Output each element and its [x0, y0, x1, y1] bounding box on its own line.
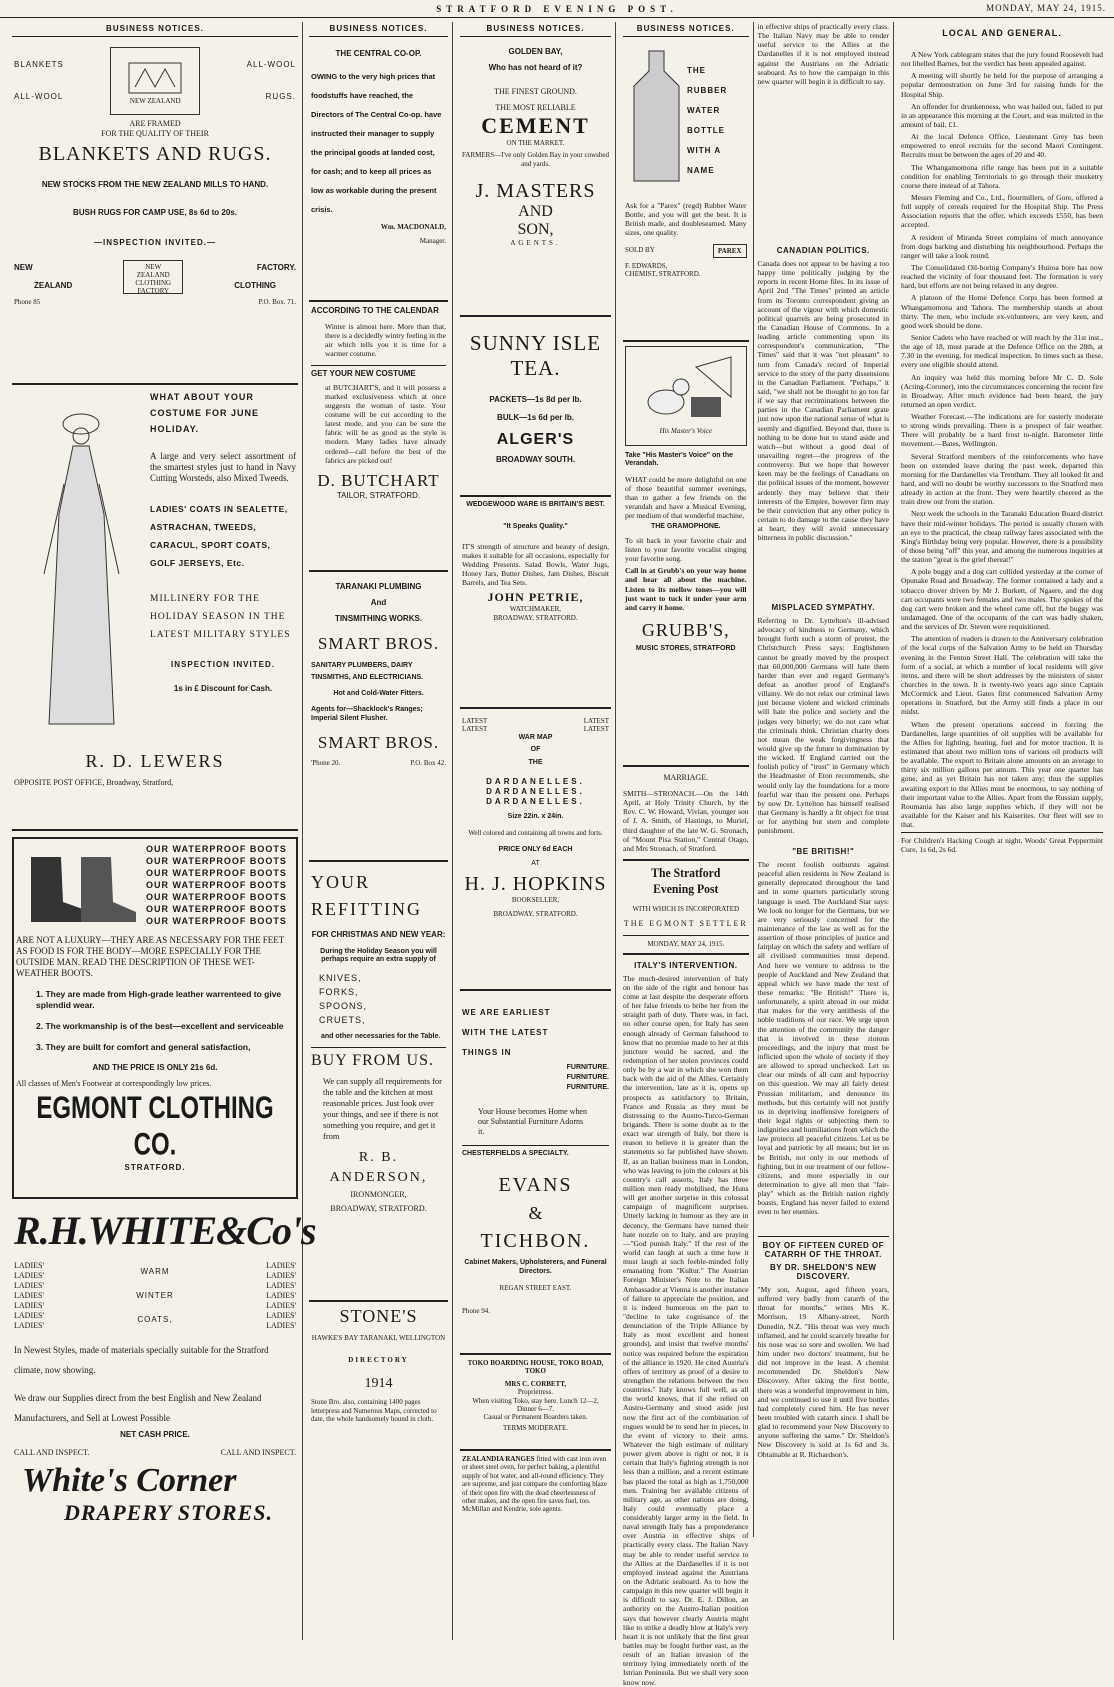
local-news-item: Senior Cadets who have reached or will reach by the 31st inst., the age of 18, must parade at the Defence Office on the 28th, at 7.30 in the evening, for medical inspection. In times such as these, every one eligible should attend. — [901, 332, 1103, 370]
dardanelles-2: DARDANELLES. — [486, 786, 585, 796]
egmont-town: STRATFORD. — [124, 1163, 186, 1172]
lewers-ad — [12, 385, 298, 831]
water-fitters: Hot and Cold-Water Fitters. — [333, 690, 424, 697]
grubbs-ad — [623, 342, 749, 767]
anderson-addr: BROADWAY, STRATFORD. — [330, 1204, 427, 1214]
masters-name: J. MASTERS — [475, 180, 596, 203]
boots-line-1: OUR WATERPROOF BOOTS — [146, 844, 287, 854]
ladies-right-5: LADIES' — [266, 1301, 296, 1310]
cement-word: CEMENT — [481, 113, 590, 138]
refitting-text: REFITTING — [311, 899, 422, 919]
anderson-role: IRONMONGER, — [350, 1190, 407, 1200]
marriage-notice — [623, 773, 749, 853]
hopkins-role: BOOKSELLER, — [511, 895, 560, 904]
christmas-text: FOR CHRISTMAS AND NEW YEAR: — [311, 930, 446, 939]
evans-phone: Phone 94. — [462, 1306, 490, 1315]
smart-bros-name: SMART BROS. — [317, 634, 440, 653]
grubb-body: WHAT could be more delightful on one of those beautiful summer evenings, than to gather a few friends on the verandah and have a Musical Evening, per medium of that wonderful machine, — [625, 474, 747, 521]
evans-name: EVANS — [498, 1174, 573, 1197]
ranges-body: fitted with cast iron oven or sheet steel oven, for perfect baking, a plentiful supply of hot water, and all-round efficiency. They are supreme, and just compare the comforting blaze of their open fire with the dead cheerlessness of other makes, and the open fire saves fuel, too. McMillan and Kendrie, sole agents. — [462, 1455, 607, 1514]
boots-line-6: OUR WATERPROOF BOOTS — [146, 904, 287, 914]
map-price: PRICE ONLY 6d EACH — [498, 845, 573, 853]
business-notices-header-3: BUSINESS NOTICES. — [460, 22, 611, 37]
chesterfields-text: CHESTERFIELDS A SPECIALTY. — [462, 1145, 609, 1158]
factory-label: FACTORY. — [256, 263, 296, 272]
stones-directory-ad — [309, 1302, 448, 1512]
latest-right-2: LATEST — [583, 725, 609, 734]
hopkins-ad — [460, 709, 611, 991]
supplies-text: We draw our Supplies direct from the best English and New Zealand Manufacturers, and Sell at Lowest Possible — [14, 1393, 262, 1423]
egmont-boots-ad — [12, 837, 298, 1199]
tea-bulk: BULK—1s 6d per lb. — [497, 413, 574, 422]
nz-logo-image — [110, 47, 200, 115]
local-news-item: The Consolidated Oil-boring Company's Huiroa bore has now reached the vicinity of four thousand feet. The formation is very hard, but efforts are not being relaxed in any degree. — [901, 262, 1103, 291]
calendar-title: ACCORDING TO THE CALENDAR — [311, 306, 439, 315]
ladies-left-6: LADIES' — [14, 1311, 44, 1320]
net-cash-text: NET CASH PRICE. — [120, 1430, 190, 1439]
smart-phone: 'Phone 20. — [311, 759, 341, 768]
earliest-text: WE ARE EARLIEST — [462, 1008, 551, 1017]
local-news-item: Messrs Fleming and Co., Ltd., flourmillers, of Gore, offered a full supply of cereals required for the Hospital Ship. The Press Association reports that the offer, which exceeds £550, has been accepted. — [901, 192, 1103, 230]
what-about-text: WHAT ABOUT YOUR — [150, 392, 254, 402]
smart-box: P.O. Box 42. — [410, 759, 446, 768]
evans-addr: REGAN STREET EAST. — [499, 1284, 572, 1293]
latest-right: LATEST — [583, 717, 609, 725]
plumbing-title: TARANAKI PLUMBING — [335, 582, 422, 591]
blankets-label: BLANKETS — [14, 60, 64, 69]
rugs-label: RUGS. — [265, 92, 296, 101]
boots-line-4: OUR WATERPROOF BOOTS — [146, 880, 287, 890]
lewers-inspection-text: INSPECTION INVITED. — [171, 659, 275, 669]
business-notices-header: BUSINESS NOTICES. — [12, 22, 298, 37]
coop-role: Manager. — [419, 237, 446, 246]
item-knives: KNIVES, — [319, 972, 362, 983]
boots-point-3: 3. They are built for comfort and general satisfaction, — [36, 1042, 251, 1052]
column-4 — [619, 22, 894, 1687]
ladies-left-1: LADIES' — [14, 1261, 44, 1270]
new-stocks-text: NEW STOCKS FROM THE NEW ZEALAND MILLS TO HAND. — [41, 180, 269, 189]
discount-text: 1s in £ Discount for Cash. — [173, 683, 273, 693]
tichbon-name: TICHBON. — [480, 1230, 591, 1253]
clothing-factory-logo: NEW ZEALAND CLOTHING FACTORY — [123, 260, 183, 294]
lewers-name: R. D. LEWERS — [85, 751, 225, 771]
bottle-w4: BOTTLE — [687, 126, 725, 135]
central-coop-ad — [309, 37, 448, 302]
business-notices-header-4: BUSINESS NOTICES. — [623, 22, 749, 37]
gramophone-dog-icon — [636, 357, 736, 427]
dardanelles-1: DARDANELLES. — [486, 776, 585, 786]
warm-label: WARM — [140, 1267, 170, 1276]
costume-title: GET YOUR NEW COSTUME — [311, 365, 446, 379]
item-forks: FORKS, — [319, 986, 359, 997]
canadian-title: CANADIAN POLITICS. — [776, 246, 870, 255]
toko-title: TOKO BOARDING HOUSE, TOKO ROAD, TOKO — [467, 1359, 604, 1376]
local-news-item: A platoon of the Home Defence Corps has been formed at Whangamomona and Tahora. The membership stands at about thirty. The men, who include ex-volunteers, are very keen, and good work should be done. — [901, 293, 1103, 330]
ladies-left-5: LADIES' — [14, 1301, 44, 1310]
boots-price: AND THE PRICE IS ONLY 21s 6d. — [92, 1063, 218, 1072]
during-text: During the Holiday Season you will perhaps require an extra supply of — [320, 948, 437, 964]
tinsmithing-title: TINSMITHING WORKS. — [334, 614, 423, 623]
local-news-item: The Whangamomona rifle range has been put in a suitable condition for enabling Territorials to go through their musketry course there instead of at Tahora. — [901, 162, 1103, 190]
sunny-isle: SUNNY ISLE — [469, 331, 602, 355]
local-news-item: A pole buggy and a dog cart collided yesterday at the corner of Opunake Road and Broadway. The former contained a lady and a tobacco drover driven by Mr J. Burkett, of Ngaere, and the dog cart occupants were two females and two males. The spokes of the dog cart were broken and the wheel came off, but the buggy was undamaged. One of the occupants of the cart was badly shaken, and the services of Dr. Steven were requisitioned. — [901, 567, 1103, 632]
other-necessaries: and other necessaries for the Table. — [321, 1032, 441, 1040]
tea-packets: PACKETS—1s 8d per lb. — [489, 395, 582, 404]
whites-corner-logo: White's Corner — [22, 1462, 237, 1499]
italy-title: ITALY'S INTERVENTION. — [634, 960, 738, 970]
italy-continued: in effective ships of practically every class. The Italian Navy may be able to render useful service to the Allies at the Dardanelles if it is not employed instead against the Austrians on the Adriatic seaboard. As to how the campaign in this new quarter will begin it is difficult to say. — [757, 22, 889, 86]
lewers-body: A large and very select assortment of the smartest styles just to hand in Navy Cutting Worsteds, also Mixed Tweeds. — [150, 451, 296, 483]
agents-text: Agents for—Shacklock's Ranges; Imperial Silent Flusher. — [311, 706, 423, 722]
golden-bay-title: GOLDEN BAY, — [508, 47, 563, 56]
holiday-text: HOLIDAY. — [150, 424, 200, 434]
local-news-item: A meeting will shortly be held for the purpose of arranging a popular demonstration on June 3rd for raising funds for the Hospital Ship. — [901, 71, 1103, 99]
ladies-right-3: LADIES' — [266, 1281, 296, 1290]
costume-june-text: COSTUME FOR JUNE — [150, 408, 260, 418]
coop-signature: Wm. MACDONALD, — [380, 223, 446, 231]
masters-cement-ad — [460, 37, 611, 317]
drapery-stores-logo: DRAPERY STORES. — [64, 1500, 273, 1525]
local-news-item: Weather Forecast.—The indications are for easterly moderate to strong winds prevailing. There is a prospect of fair weather. There will probably be a hard frost to-night. Barometer little movement.—Bates, Wellington. — [901, 412, 1103, 449]
parex-bottle-ad — [623, 37, 749, 342]
tea-word: TEA. — [510, 356, 561, 380]
anderson-initials: R. B. — [358, 1150, 399, 1166]
take-hmv: Take "His Master's Voice" on the Verandah. — [625, 452, 734, 468]
bush-rugs-text: BUSH RUGS FOR CAMP USE, 8s 6d to 20s. — [73, 208, 237, 217]
local-news-item: Next week the schools in the Taranaki Education Board district have their mid-winter holidays. The period is usually chosen with an eye to the practical, the cheap railway fares associated with the King's Birthday being very popular. However, there is a possibility of those being "off" this year, and among the numerous inquiries at the station "great is the grief thereat!" — [901, 509, 1103, 565]
speaks-quality: "It Speaks Quality." — [503, 523, 568, 531]
masters-and: AND — [518, 203, 553, 221]
coop-title: THE CENTRAL CO-OP. — [335, 49, 422, 58]
latest-left: LATEST — [462, 717, 488, 725]
toko-name: MRS C. CORBETT, — [504, 1379, 567, 1388]
column-2 — [305, 22, 453, 1640]
bottle-w3: WATER — [687, 106, 721, 115]
item-cruets: CRUETS, — [319, 1014, 366, 1025]
all-wool-right-label: ALL-WOOL — [246, 60, 296, 69]
item-spoons: SPOONS, — [319, 1000, 368, 1011]
catarrh-sub: BY DR. SHELDON'S NEW DISCOVERY. — [770, 1263, 877, 1281]
grubbs-name: GRUBB'S, — [641, 620, 730, 640]
toko-when: When visiting Toko, stay here. Lunch 12—2, Dinner 6—7. — [472, 1396, 599, 1413]
ladies-left-2: LADIES' — [14, 1271, 44, 1280]
petrie-body: IT'S strength of structure and beauty of design, makes it suitable for all occasions, especially for Wedding Presents. Salad Bowls, Water Jugs, Honey Jars, Butter Dishes, Jam Dishes, Biscuit Barrels, and Tea Sets. — [462, 541, 609, 588]
marriage-title: MARRIAGE. — [663, 773, 709, 782]
parex-body: Ask for a "Parex" (regd) Rubber Water Bottle, and you will get the best. It is British made, and doubleseamed. Many sizes, one quality. — [625, 201, 747, 238]
coats-label: COATS, — [137, 1315, 173, 1324]
home-text: Your House becomes Home when our Substantial Furniture Adorns it. — [478, 1107, 587, 1136]
rh-white-logo: R.H.WHITE&Co's — [14, 1208, 316, 1253]
ladies-coats-text: LADIES' COATS IN SEALETTE, ASTRACHAN, TWEEDS, CARACUL, SPORT COATS, GOLF JERSEYS, Etc. — [150, 503, 288, 568]
butchart-name: D. BUTCHART — [317, 470, 440, 490]
stones-title: STONE'S — [339, 1306, 418, 1326]
boot-icon — [21, 847, 141, 927]
bottle-w6: NAME — [687, 166, 715, 175]
edwards-name: F. EDWARDS, — [625, 261, 668, 270]
local-news-item: When the present operations succeed in forcing the Dardanelles, large quantities of oil supplies will be available for the Allies for lighting, heating, fuel and for motor traction. It is estimated that about two million tons of various oil products will be available. The export to Britain alone amounts on an average to thirty six million gallons per annum. This year one quarter has gone, and as yet Britain has not taken any; thus the supplies awaiting export to the Allies must be enormous, to say nothing of their important value to the Allies. Apart from the Russian supply, Roumania has also large supplies which, if they will not be available for the Kaiser and his Kaiserites. Our fleet will see to that. — [901, 719, 1103, 830]
ladies-right-2: LADIES' — [266, 1271, 296, 1280]
smart-bros-name-2: SMART BROS. — [317, 733, 440, 753]
egmont-clothing-name: EGMONT CLOTHING CO. — [36, 1090, 274, 1163]
british-body: The recent foolish outbursts against peaceful alien residents in New Zealand is generally deprecated throughout the land and in some quarters particularly strong language is used. The Auckland Star says: We look no longer for the Germans, but we are very seriously concerned for the maintenance of the law as well as for the assertion of those principles of justice and fairplay on which the safety and welfare of all civilised communities must depend. And here we venture to address to the people of Auckland and New Zealand that appeal which we have made the text of these remarks: "Be British!" There is, unfortunately, a spirit abroad in our midst that makes for the very antithesis of the noble traditions of our race. We urge upon the attention of the community the danger that is involved in these riotous proceedings, and the injury that must be inflicted upon the whole of society if they are allowed to spread unchecked. Let us clear our minds of all cant and hypocrisy on this question. We may all fairly detest Prussian militarism, and denounce its methods, but this certainly will not justify us in depriving inoffensive foreigners of their legal rights or subjecting them to indignities and humiliations from which the law protects all peaceful citizens. Let us be loyal and patriotic by all means; but let us be British, not only in our methods of fighting, but in our treatment of our fellow-citizens, and more especially in our determination to give all men that "fair-play" which as the British nation rightly boasts, England has never failed to extend even to her enemies. — [757, 860, 889, 1217]
evans-tichbon-ad — [460, 991, 611, 1355]
your-text: YOUR — [311, 872, 371, 892]
petrie-addr: BROADWAY, STRATFORD. — [493, 613, 578, 622]
catarrh-title: BOY OF FIFTEEN CURED OF CATARRH OF THE THROAT. — [758, 1236, 889, 1259]
nz-logo-icon — [125, 57, 185, 97]
rh-white-ad — [12, 1199, 316, 1599]
map-at: AT — [531, 860, 540, 868]
ranges-title: ZEALANDIA RANGES — [462, 1455, 535, 1463]
hmv-caption: His Master's Voice — [659, 426, 712, 435]
algers-name: ALGER'S — [496, 431, 575, 448]
costume-body: at BUTCHART'S, and it will possess a marked exclusiveness which at once suggests the woman of taste. Your costume will be cut according to the latest mode, and you can be sure the fabric will be as good as the style is modern. Many ladies have already ordered—call before the best of the fabrics are picked out! — [325, 382, 446, 465]
masters-son: SON, — [517, 221, 554, 239]
local-news-item: A New York cablegram states that the jury found Roosevelt had not libelled Barnes, but the verdict has been appealed against. — [901, 50, 1103, 69]
newest-styles-text: In Newest Styles, made of materials specially suitable for the Stratford climate, now showing. — [14, 1345, 269, 1375]
boots-line-7: OUR WATERPROOF BOOTS — [146, 916, 287, 926]
business-notices-header-2: BUSINESS NOTICES. — [309, 22, 448, 37]
ladies-right-1: LADIES' — [266, 1261, 296, 1270]
bottle-w2: RUBBER — [687, 86, 728, 95]
most-reliable: THE MOST RELIABLE — [495, 103, 576, 112]
hopkins-addr: BROADWAY, STRATFORD. — [493, 909, 578, 918]
stones-body: Stone Bro. also, containing 1400 pages letterpress and Numerous Maps, corrected to date, the whole handsomely bound in cloth. — [311, 1398, 437, 1424]
canadian-body: Canada does not appear to be having a too happy time politically judging by the reports in recent Home files. In its issue of April 2nd "The Times" printed an article from its Toronto correspondent giving an account of the vigour with which domestic political quarrels are being prosecuted in the Canadian House of Commons. In a leading article commenting upon its correspondent's communication, "The Times" said that it was "not pleasant" to turn from Canada's record of Imperial service to the story of the party dissensions in the Canadian Parliament. "Perhaps," it said, "we shall not be thought to go too far if we say that recriminations between the parties in the Canadian Parliament grate just now upon the national sense of what is seemly and dignified. Beyond that, there is nothing to be done but to stand aside and watch—but without a good deal of unavailing regret—the progress of the controversy. But we hope that however keen may be the feelings of Canadians on the political issues of the moment, however ardently they may believe that their interests of the Empire, however firm may be their conviction that any other policy is certain to do damage to the cause they have at heart, they will avoid unnecessary bitterness in public discussion." — [757, 259, 889, 543]
phone-number: Phone 85 — [14, 298, 41, 306]
petrie-role: WATCHMAKER, — [509, 605, 562, 614]
column-1 — [8, 22, 316, 1640]
toko-terms: TERMS MODERATE. — [503, 1423, 568, 1432]
furniture-1: FURNITURE. — [566, 1064, 609, 1071]
edwards-addr: CHEMIST, STRATFORD. — [625, 269, 701, 278]
ladies-right-7: LADIES' — [266, 1321, 296, 1330]
zealandia-ranges-ad — [460, 1451, 611, 1518]
boots-point-1: 1. They are made from High-grade leather warrenteed to give splendid wear. — [36, 989, 282, 1010]
nz-logo-text: NEW ZEALAND — [129, 96, 181, 105]
on-market: ON THE MARKET. — [506, 139, 565, 147]
framed-text: ARE FRAMED — [129, 119, 181, 128]
marriage-body: SMITH—STRONACH.—On the 14th April, at Holy Trinity Church, by the Rev. C. W. Howard, Vivian, younger son of J. A. Smith, of Hastings, to Muriel, third daughter of the late W. G. Stronach, of "Mount Pisa Station," Central Otago, and Mrs Stronach, of Stratford. — [623, 789, 749, 853]
ladies-left-4: LADIES' — [14, 1291, 44, 1300]
paper-settler: THE EGMONT SETTLER — [623, 919, 748, 929]
ladies-left-3: LADIES' — [14, 1281, 44, 1290]
sold-by: SOLD BY — [625, 246, 655, 255]
lewers-address: OPPOSITE POST OFFICE, Broadway, Stratford, — [14, 778, 174, 787]
local-news-item: An offender for drunkenness, who was bailed out, failed to put in an appearance this morning at the Court, and was mulcted in the amount of bail, £1. — [901, 101, 1103, 129]
butchart-role: TAILOR, STRATFORD. — [336, 490, 421, 500]
zealand-label: ZEALAND — [34, 281, 73, 290]
farmers-text: FARMERS—I've only Golden Bay in your cowshed and yards. — [462, 151, 609, 168]
column-3 — [456, 22, 616, 1640]
all-wool-label: ALL-WOOL — [14, 92, 64, 101]
lady-figure-icon — [19, 394, 139, 734]
call-inspect-left: CALL AND INSPECT. — [14, 1448, 90, 1457]
map-of: OF — [530, 746, 541, 754]
ladies-right-4: LADIES' — [266, 1291, 296, 1300]
stones-sub: HAWKE'S BAY TARANAKI, WELLINGTON — [311, 1334, 446, 1342]
paper-masthead — [623, 859, 749, 955]
boots-line-5: OUR WATERPROOF BOOTS — [146, 892, 287, 902]
butchart-ad — [309, 302, 448, 572]
stones-directory: DIRECTORY — [348, 1356, 409, 1364]
ladies-left-7: LADIES' — [14, 1321, 44, 1330]
local-news-item: An inquiry was held this morning before Mr C. D. Sole (Acting-Coroner), into the circumstances concerning the recent fire in Broadway. After much evidence had been heard, the jury returned an open verdict. — [901, 372, 1103, 409]
costume-lady-illustration — [14, 389, 144, 739]
po-box: P.O. Box. 71. — [258, 298, 296, 306]
stones-year: 1914 — [364, 1376, 393, 1392]
cough-ad: For Children's Hacking Cough at night, Woods' Great Peppermint Cure, 1s 6d, 2s 6d. — [901, 836, 1103, 855]
new-label: NEW — [14, 263, 33, 272]
toko-casual: Casual or Permanent Boarders taken. — [483, 1413, 588, 1422]
bottle-w5: WITH A — [687, 146, 722, 155]
dardanelles-3: DARDANELLES. — [486, 796, 585, 806]
smart-bros-ad — [309, 572, 448, 862]
evans-ampersand: & — [528, 1203, 543, 1224]
gramophone-title: THE GRAMOPHONE. — [650, 523, 721, 531]
algers-addr: BROADWAY SOUTH. — [495, 455, 576, 464]
grubb-sit: To sit back in your favorite chair and listen to your favorite vocalist singing your favorite song. — [625, 535, 747, 564]
masthead — [0, 0, 1114, 18]
bottle-w1: THE — [687, 66, 706, 75]
local-news-list — [901, 50, 1103, 829]
paper-date: MONDAY, MAY 24, 1915. — [623, 935, 749, 948]
quality-text: FOR THE QUALITY OF THEIR — [101, 129, 209, 138]
not-luxury-text: ARE NOT A LUXURY—THEY ARE AS NECESSARY FOR THE FEET AS FOOD IS FOR THE BODY—MORE ESPECIALLY FOR THE OUTSIDE MAN. READ THE DESCRIPTION OF THESE WET-WEATHER BOOTS. — [16, 935, 285, 978]
evans-role: Cabinet Makers, Upholsterers, and Funeral Directors. — [464, 1259, 607, 1275]
buy-from-us: BUY FROM US. — [311, 1047, 446, 1070]
well-colored: Well colored and containing all towns and forts. — [468, 829, 603, 838]
sympathy-title: MISPLACED SYMPATHY. — [771, 603, 875, 612]
boots-point-2: 2. The workmanship is of the best—excellent and serviceable — [36, 1021, 284, 1031]
boots-illustration — [16, 843, 146, 931]
call-inspect-right: CALL AND INSPECT. — [220, 1448, 296, 1457]
water-bottle-illustration — [625, 41, 687, 191]
toko-role: Proprietress. — [517, 1388, 554, 1397]
column-5 — [897, 22, 1107, 1640]
things-in-text: THINGS IN — [462, 1048, 512, 1057]
millinery-text: MILLINERY FOR THE HOLIDAY SEASON IN THE LATEST MILITARY STYLES — [150, 593, 291, 640]
boots-line-2: OUR WATERPROOF BOOTS — [146, 856, 287, 866]
winter-label: WINTER — [136, 1291, 174, 1300]
british-title: "BE BRITISH!" — [792, 847, 855, 856]
masters-agents: AGENTS. — [510, 239, 561, 248]
petrie-name: JOHN PETRIE, — [487, 590, 584, 605]
map-the: THE — [528, 758, 543, 766]
paper-incorp: WITH WHICH IS INCORPORATED — [632, 904, 740, 913]
local-news-item: A resident of Miranda Street complains of much annoyance from dogs barking and disturbing his neighbourhood. Perhaps the ranger will take a look round. — [901, 232, 1103, 260]
calendar-body: Winter is almost here. More than that, there is a decidedly wintry feeling in the air which tells you it is time for a warmer costume. — [325, 322, 446, 359]
war-map: WAR MAP — [518, 733, 553, 741]
grubbs-role: MUSIC STORES, STRATFORD — [635, 645, 736, 652]
algers-tea-ad — [460, 317, 611, 497]
local-news-item: The attention of readers is drawn to the Anniversary celebration of the local corps of the Salvation Army to be held on Thursday evening in the Fenton Street Hall. The celebration will take the form of a social, at which a number of local residents will give items, and there will be short addresses by the ministers of sister churches in the town. It is twenty-two years ago since Captain McCormick and Lieut. Gates first commenced Salvation Army operations in Stratford, but the Army still finds a place in our midst. — [901, 634, 1103, 717]
anderson-name: ANDERSON, — [329, 1170, 428, 1186]
latest-text: WITH THE LATEST — [462, 1028, 549, 1037]
anderson-ad — [309, 862, 448, 1302]
inspection-invited-text: —INSPECTION INVITED.— — [94, 238, 216, 247]
toko-boarding-ad — [460, 1355, 611, 1451]
furniture-2: FURNITURE. — [566, 1074, 609, 1081]
sympathy-body: Referring to Dr. Lyttelton's ill-advised advocacy of kindness to Germany, which brought forth such a storm of protest, the Christchurch Press says: Englishmen cannot be greatly moved by the prospect that 60,000,000 Germans will hate them harder than ever and regard Germany's defeat as another proof of England's villainy. We do not relax our criminal laws just because violent and wicked criminals will hate the police and society and the judges very bitterly; we do not care what the criminals think. Christian charity does not mean the weak forgivingness that would give up the future to domination by the wicked. If England carried out the foolish policy of "trust" in Germany which the Headmaster of Eton recommends, she would only lay the foundations for a more fearful war than the present one. Perhaps by now Dr. Lyttelton has himself realised that Germany is hardly a fit object for trust or for anything but stern and complete punishment. — [757, 616, 889, 836]
all-classes-text: All classes of Men's Footwear at correspondingly low prices. — [16, 1079, 212, 1088]
masthead-title: STRATFORD EVENING POST. — [436, 4, 678, 14]
clothing-label: CLOTHING — [234, 281, 276, 290]
furniture-3: FURNITURE. — [566, 1084, 609, 1091]
wedgewood-head: WEDGEWOOD WARE IS BRITAIN'S BEST. — [466, 501, 605, 508]
italy-body: The much-desired intervention of Italy on the side of the right and honour has come at last despite the desperate efforts of her false friends to bribe her from the straight path of duty. There was, in fact, no other course open, for Italy has seen enough already of German falsehood to know that no promise made to her at this juncture would be sacred, and the redemption of her stolen provinces could only be by a war in which she won them back with the aid of the Allies. Certainly the intervention, late as it is, opens up prospects as satisfactory to Britain, France and Russia as they must be distressing to the Austro-Turco-German brigands. There is some doubt as to the exact war strength of Italy, but there is reason to believe it is greater than the statements so far published have shown. If, as an Italian business man in London, who was leaving to join the colours at his country's call asserts, Italy has three million men ready mobilised, the Huns will get another surprise in this colossal campaign of magnificent surprises. Utterly lacking in humour as they are in decency, the Germans have turned their hate nozzle on to Italy, and are praying—"God punish Italy." If the rest of the world can laugh at such a time how it must laugh at such feeble-minded folly emanating from "Kultur." The Austrian Foreign Minister's Note to the Italian Ambassador at Vienna is another instance of failure to appreciate the position, and it is indeed humorous on the part to "decline to take cognisance of the denunciation of the Triple Alliance by Italy as most excellent and honest grounds), and insist that twelve months' notice was required before the expiration of the alliance in 1920. He cited Austria's offers of territory as proof of a desire to strengthen the relations between the two countries." Italy knows full well, as all the world knows, that if she relied on Austro-Germany and stood aside just now the first act of the combination of rogues would be to send her in pieces, in the event of victory to their arms. Whatever the high estimate of military power given above is right or not, it is certain that Italy's fighting strength is not less than a million, and a recent estimate has placed the total as high as 1,750,000 men. Training her available citizens of military age, as other nations are doing, Italy could eventually place a considerably larger army in the field. In naval strength Italy has a preponderance over Austria in effective ships of practically every class. The Italian Navy may be able to render useful service to the Allies at the Dardanelles if it is not employed instead against the Austrians on the Adriatic seaboard. As to how the campaign in this new quarter will begin it is difficult to say. Dr. E. J. Dillon, an authority on the Austro-Italian position says that however clearly Austria might like to strike a deadly blow at Italy's very heart it is not unlikely that the first great battles may be fought further east, as the result of an Italian invasion of the territory lying immediately north of the Istrian Peninsula. But we shall very soon know now. — [623, 973, 749, 1687]
grubb-call: Call in at Grubb's on your way home and hear all about the machine. Listen to its mellow tones—you will just want to tuck it under your arm and carry it home. — [625, 566, 747, 612]
catarrh-body: "My son, August, aged fifteen years, suffered very badly from catarrh of the throat for months," writes Mrs K. Morrison, 19 Albany-street, North Dunedin, N.Z. "His throat was very much inflamed, and he could scarcely breathe for his nose was so sore and swollen. We had him under two doctors' treatment, but he did not improve in the least. A chemist recommended Dr. Sheldon's New Discovery. After taking the first bottle, there was a wonderful improvement in him, and we continued to use it until five bottles had completely cured him. He has never been troubled with catarrh since. I shall be glad to recommend your New Discovery to anyone suffering the same." Dr. Sheldon's New Discovery is sold at 1s 6d and 3s. Obtainable at R. Richardson's. — [757, 1285, 889, 1459]
blankets-rugs-headline: BLANKETS AND RUGS. — [38, 143, 272, 165]
plumbing-trades: SANITARY PLUMBERS, DAIRY TINSMITHS, AND ELECTRICIANS. — [311, 662, 424, 681]
latest-left-2: LATEST — [462, 725, 488, 734]
local-general-title: LOCAL AND GENERAL. — [942, 28, 1062, 38]
local-news-item: At the local Defence Office, Lieutenant Grey has been empowered to enrol recruits for the second Maori Contingent. Recruits must be between the ages of 20 and 40. — [901, 132, 1103, 160]
parex-logo: PAREX — [713, 244, 747, 258]
his-masters-voice-illustration — [625, 346, 747, 446]
masthead-date: MONDAY, MAY 24, 1915. — [986, 3, 1106, 13]
hopkins-name: H. J. HOPKINS — [464, 872, 607, 895]
local-news-item: Several Stratford members of the reinforcements who have been on extended leave during the past week, departed this morning for the Dardanelles via Trentham. They all looked fit and hard, and will no doubt be worthy successors to the Stratford men already in action at the front. They were heartily cheered as the train drew out from the station. — [901, 451, 1103, 507]
map-size: Size 22in. x 24in. — [507, 812, 564, 820]
anderson-body: We can supply all requirements for the table and the kitchen at most reasonable prices. Just look over your things, and see if there is not something you require, and get it from — [323, 1076, 442, 1142]
plumbing-and: And — [370, 598, 387, 607]
water-bottle-icon — [629, 46, 684, 186]
coop-body: OWING to the very high prices that foodstuffs have reached, the Directors of The Central Co-op. have instructed their manager to supply the principal goods at landed cost, for cash; and to keep all prices as low as workable during the present crisis. — [311, 72, 442, 214]
petrie-ad — [460, 497, 611, 709]
nz-blankets-ad — [12, 37, 298, 385]
finest-ground: THE FINEST GROUND. — [494, 87, 577, 96]
paper-title: The Stratford Evening Post — [651, 864, 721, 896]
boots-line-3: OUR WATERPROOF BOOTS — [146, 868, 287, 878]
golden-bay-question: Who has not heard of it? — [488, 63, 583, 72]
ladies-right-6: LADIES' — [266, 1311, 296, 1320]
